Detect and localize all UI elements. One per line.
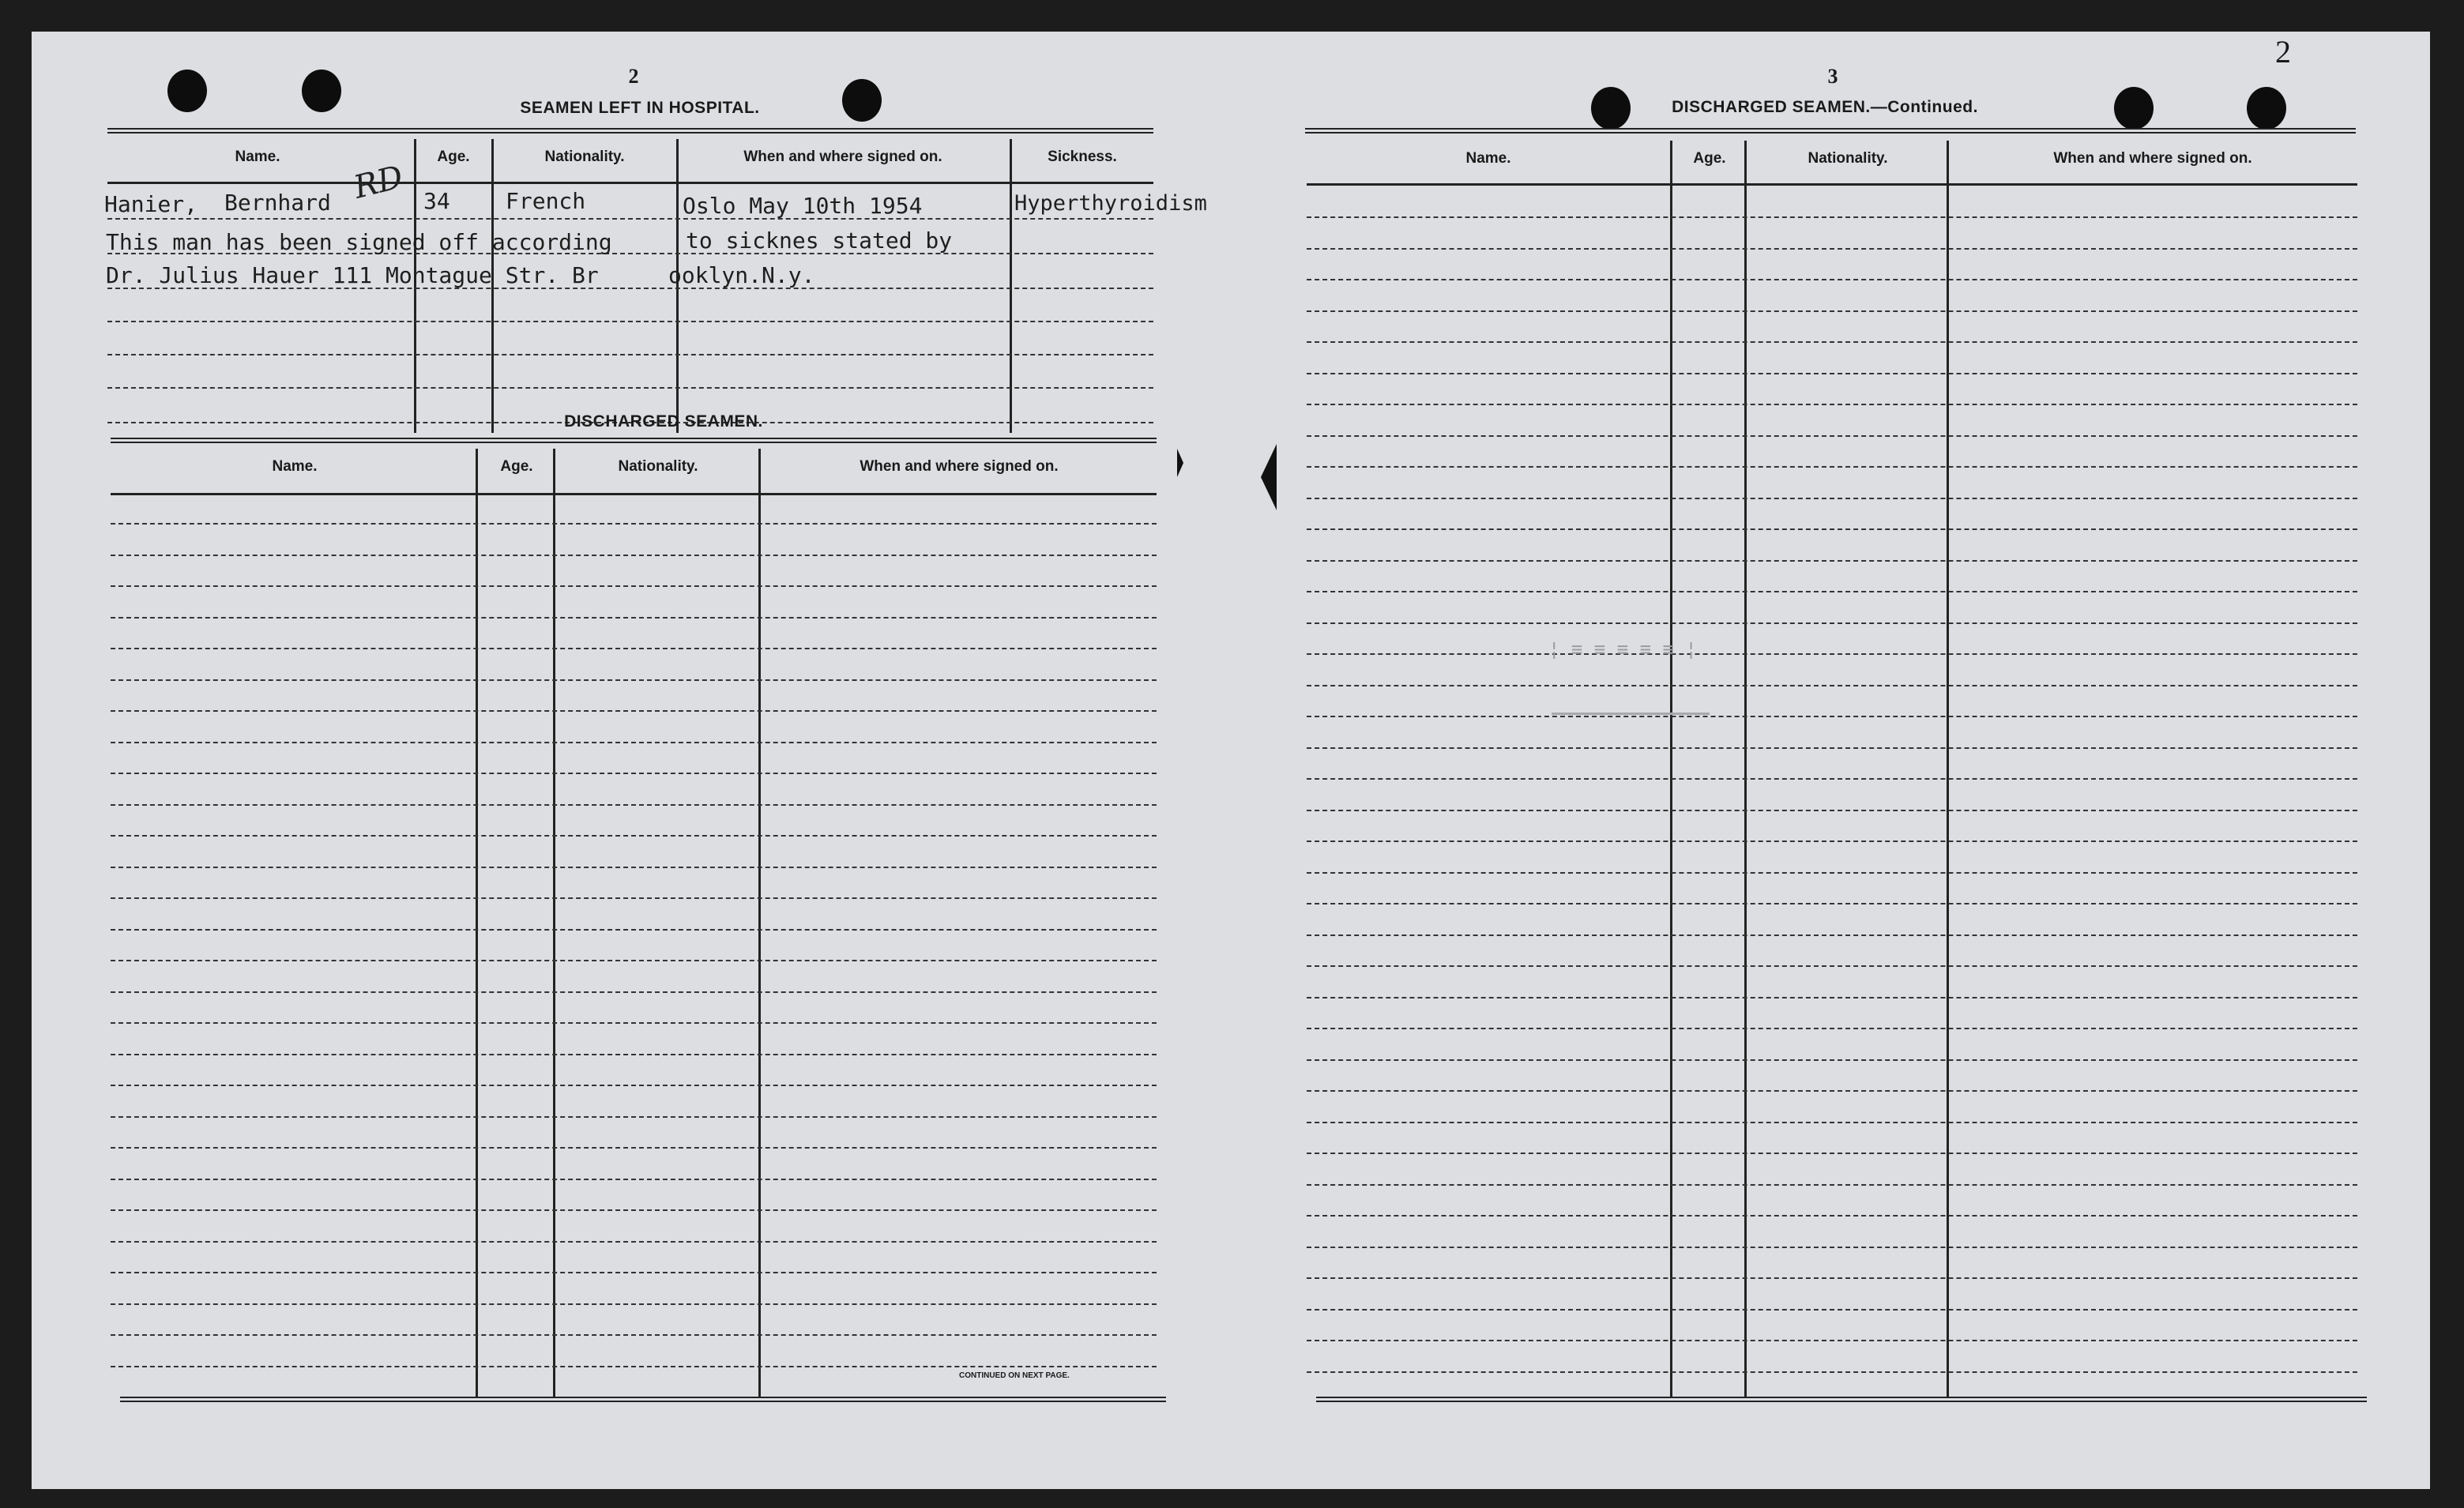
- punch-hole: [2114, 87, 2154, 130]
- row-line: [1307, 1184, 2357, 1186]
- header-age: Age.: [500, 458, 533, 475]
- row-line: [111, 555, 1157, 556]
- header-rule: [111, 493, 1157, 495]
- column-line: [1010, 139, 1012, 433]
- header-nationality: Nationality.: [618, 458, 698, 475]
- row-line: [111, 867, 1157, 868]
- row-line: [1307, 310, 2357, 312]
- punch-hole: [2247, 87, 2286, 130]
- row-line: [111, 1179, 1157, 1180]
- header-signed-on: When and where signed on.: [743, 149, 942, 165]
- binding-marker: [1177, 449, 1183, 477]
- row-line: [1307, 685, 2357, 686]
- row-line: [111, 960, 1157, 961]
- row-line: [1307, 622, 2357, 624]
- row-line: [1307, 965, 2357, 967]
- remark-line-2b: ooklyn.N.y.: [668, 262, 815, 288]
- column-line: [476, 449, 478, 1397]
- row-line: [107, 321, 1153, 322]
- row-line: [111, 1116, 1157, 1118]
- row-line: [1307, 373, 2357, 374]
- row-line: [1307, 435, 2357, 437]
- hospital-title-rule: [107, 128, 1153, 134]
- row-line: [111, 835, 1157, 837]
- row-line: [1307, 653, 2357, 655]
- row-line: [1307, 1028, 2357, 1029]
- punch-hole: [302, 70, 341, 112]
- row-line: [111, 679, 1157, 681]
- row-line: [111, 1272, 1157, 1273]
- discharged-title-rule: [111, 438, 1157, 443]
- ledger-sheet: [32, 32, 2430, 1489]
- row-line: [1307, 778, 2357, 780]
- row-line: [1307, 591, 2357, 592]
- row-line: [1307, 528, 2357, 530]
- row-line: [1307, 840, 2357, 842]
- row-line: [111, 1241, 1157, 1243]
- row-line: [1307, 1090, 2357, 1092]
- row-line: [1307, 1340, 2357, 1341]
- row-line: [111, 648, 1157, 649]
- hospital-section-title: SEAMEN LEFT IN HOSPITAL.: [520, 99, 760, 117]
- page-number: 2: [628, 65, 639, 88]
- row-line: [111, 523, 1157, 525]
- row-line: [111, 991, 1157, 993]
- seaman-sickness: Hyperthyroidism: [1014, 191, 1207, 216]
- faint-stamp: ¦ ≡ ≡ ≡ ≡ ≡ ¦: [1548, 638, 1697, 660]
- punch-hole: [167, 70, 207, 112]
- row-line: [111, 1022, 1157, 1024]
- row-line: [111, 1209, 1157, 1211]
- column-line: [1670, 141, 1672, 1398]
- remark-line-1a: This man has been signed off according: [106, 229, 612, 255]
- header-signed-on: When and where signed on.: [2053, 150, 2252, 167]
- row-line: [1307, 279, 2357, 280]
- column-line: [758, 449, 761, 1397]
- header-nationality: Nationality.: [544, 149, 625, 165]
- row-line: [111, 929, 1157, 931]
- remark-line-2a: Dr. Julius Hauer 111 Montague Str. Br: [106, 262, 599, 288]
- row-line: [111, 1085, 1157, 1086]
- row-line: [1307, 560, 2357, 562]
- title-rule: [1305, 128, 2356, 134]
- row-line: [1307, 404, 2357, 405]
- column-line: [553, 449, 555, 1397]
- row-line: [1307, 466, 2357, 468]
- row-line: [107, 218, 1153, 220]
- row-line: [1307, 216, 2357, 218]
- row-line: [1307, 1277, 2357, 1279]
- column-line: [1744, 141, 1747, 1398]
- handwritten-mark: RD: [350, 159, 407, 206]
- bottom-rule: [120, 1397, 1166, 1402]
- row-line: [111, 1334, 1157, 1336]
- row-line: [111, 617, 1157, 619]
- row-line: [111, 897, 1157, 899]
- header-rule: [1307, 183, 2357, 186]
- row-line: [111, 1303, 1157, 1305]
- row-line: [1307, 498, 2357, 499]
- binding-marker: [1261, 444, 1277, 510]
- seaman-given-name: Bernhard: [224, 190, 331, 216]
- faint-stamp-underline: [1552, 713, 1710, 715]
- row-line: [111, 585, 1157, 587]
- page-number: 3: [1827, 65, 1838, 88]
- row-line: [1307, 341, 2357, 343]
- row-line: [1307, 248, 2357, 250]
- header-sickness: Sickness.: [1048, 149, 1117, 165]
- row-line: [1307, 810, 2357, 811]
- seaman-age: 34: [423, 188, 450, 214]
- row-line: [107, 354, 1153, 355]
- row-line: [111, 1366, 1157, 1367]
- row-line: [111, 710, 1157, 712]
- header-name: Name.: [1465, 150, 1511, 167]
- row-line: [1307, 1247, 2357, 1248]
- discharged-continued-title: DISCHARGED SEAMEN.—Continued.: [1672, 98, 1978, 116]
- row-line: [1307, 1371, 2357, 1373]
- row-line: [1307, 935, 2357, 936]
- header-nationality: Nationality.: [1808, 150, 1888, 167]
- row-line: [1307, 1153, 2357, 1154]
- row-line: [1307, 997, 2357, 998]
- header-signed-on: When and where signed on.: [860, 458, 1059, 475]
- row-line: [1307, 716, 2357, 717]
- bottom-rule: [1316, 1397, 2367, 1402]
- header-rule: [107, 182, 1153, 184]
- row-line: [1307, 872, 2357, 874]
- footer-note: CONTINUED ON NEXT PAGE.: [959, 1371, 1070, 1380]
- seaman-surname: Hanier,: [104, 191, 198, 217]
- remark-line-1b: to sicknes stated by: [686, 228, 953, 254]
- column-line: [1947, 141, 1949, 1398]
- row-line: [111, 742, 1157, 743]
- row-line: [111, 1147, 1157, 1149]
- row-line: [111, 773, 1157, 774]
- discharged-section-title: DISCHARGED SEAMEN.: [564, 412, 763, 431]
- header-name: Name.: [272, 458, 318, 475]
- row-line: [1307, 1059, 2357, 1061]
- header-age: Age.: [1693, 150, 1726, 167]
- corner-mark: 2: [2275, 34, 2291, 70]
- row-line: [1307, 1215, 2357, 1217]
- row-line: [1307, 903, 2357, 904]
- header-age: Age.: [437, 149, 470, 165]
- header-name: Name.: [235, 149, 280, 165]
- seaman-nationality: French: [506, 188, 586, 214]
- row-line: [1307, 1122, 2357, 1123]
- row-line: [111, 1054, 1157, 1055]
- row-line: [1307, 747, 2357, 749]
- row-line: [111, 804, 1157, 806]
- row-line: [107, 387, 1153, 389]
- seaman-signed-on: Oslo May 10th 1954: [683, 193, 923, 219]
- row-line: [1307, 1309, 2357, 1311]
